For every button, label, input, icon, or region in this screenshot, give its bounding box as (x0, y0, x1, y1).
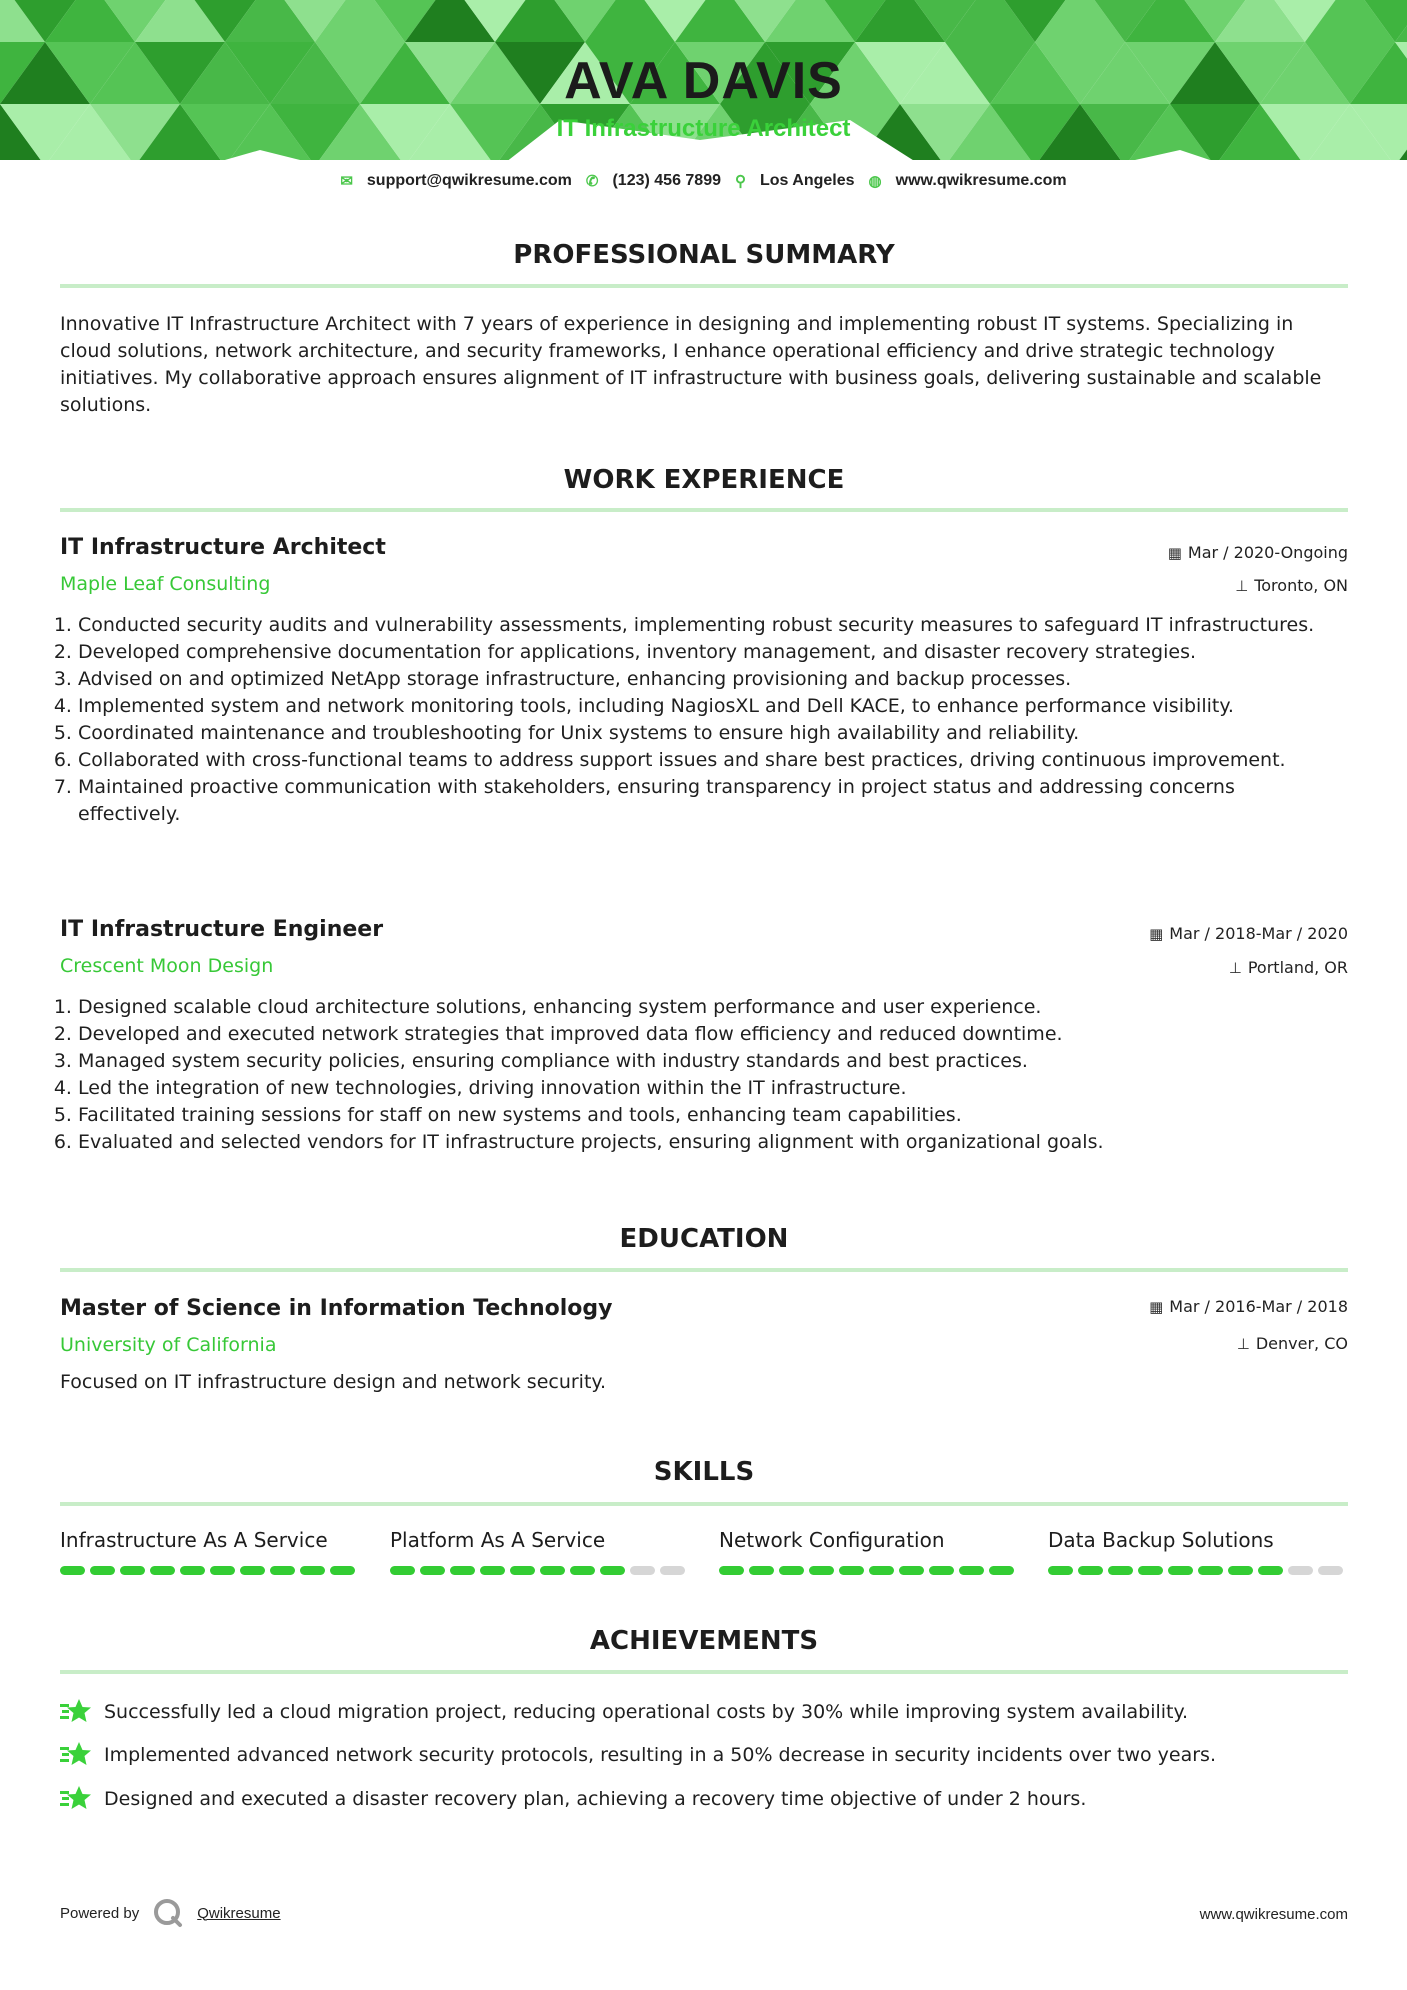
skill-level-segment (1048, 1566, 1073, 1575)
skill-level-segment (180, 1566, 205, 1575)
job-company: Crescent Moon Design (60, 955, 274, 977)
skill-level-bar (390, 1566, 690, 1575)
achievements-heading: ACHIEVEMENTS (589, 1626, 819, 1656)
contact-bar (0, 172, 1407, 190)
calendar-icon: ▦ (1167, 543, 1182, 562)
job-date (1149, 924, 1348, 943)
skill-level-bar (1048, 1566, 1348, 1575)
skill-level-segment (719, 1566, 744, 1575)
skill-level-bar (60, 1566, 360, 1575)
resume-header (0, 52, 1407, 143)
footer-website[interactable]: www.qwikresume.com (1199, 1906, 1348, 1923)
page-footer (60, 1898, 1348, 1932)
skill-level-segment (510, 1566, 535, 1575)
skills-divider (60, 1502, 1348, 1506)
star-icon (60, 1741, 92, 1769)
star-icon (60, 1698, 92, 1726)
experience-heading: WORK EXPERIENCE (563, 465, 845, 495)
skill-level-segment (600, 1566, 625, 1575)
calendar-icon: ▦ (1149, 924, 1164, 943)
skill-level-bar (719, 1566, 1019, 1575)
education-description: Focused on IT infrastructure design and network security. (60, 1371, 606, 1393)
skill-level-segment (869, 1566, 894, 1575)
job-title: IT Infrastructure Engineer (60, 917, 384, 942)
skill-level-segment (480, 1566, 505, 1575)
skill-level-segment (809, 1566, 834, 1575)
skill-name: Network Configuration (719, 1528, 945, 1552)
skill-level-segment (1258, 1566, 1283, 1575)
job-date (1168, 543, 1348, 562)
list-item: 3. Managed system security policies, ensuring compliance with industry standards and best practices. (78, 1048, 1338, 1075)
job-company: Maple Leaf Consulting (60, 573, 271, 595)
job-title: IT Infrastructure Architect (60, 535, 386, 560)
education-location-text: Denver, CO (1255, 1334, 1348, 1353)
skill-level-segment (959, 1566, 984, 1575)
skill-item (390, 1528, 690, 1575)
skill-level-segment (420, 1566, 445, 1575)
skill-level-segment (120, 1566, 145, 1575)
school-name: University of California (60, 1334, 277, 1356)
list-item: 6. Evaluated and selected vendors for IT infrastructure projects, ensuring alignment with organizational goals. (78, 1129, 1338, 1156)
list-item: 7. Maintained proactive communication with stakeholders, ensuring transparency in project status and addressing concerns effectively. (78, 774, 1338, 828)
skill-level-segment (60, 1566, 85, 1575)
skill-level-segment (450, 1566, 475, 1575)
list-item: 5. Facilitated training sessions for staff on new systems and tools, enhancing team capabilities. (78, 1102, 1338, 1129)
skill-name: Data Backup Solutions (1048, 1528, 1274, 1552)
phone-icon: ✆ (585, 173, 599, 190)
skill-level-segment (1138, 1566, 1163, 1575)
skill-level-segment (210, 1566, 235, 1575)
list-item: 3. Advised on and optimized NetApp storage infrastructure, enhancing provisioning and backup processes. (78, 666, 1338, 693)
skill-item (719, 1528, 1019, 1575)
achievement-item (60, 1698, 1188, 1726)
achievement-text: Designed and executed a disaster recovery plan, achieving a recovery time objective of under 2 hours. (104, 1788, 1087, 1810)
summary-text: Innovative IT Infrastructure Architect with 7 years of experience in designing and implementing robust IT systems. Specializing in cloud solutions, network architecture, and security frameworks, I enhance operational efficiency and drive strategic technology initiatives. My collaborative approach ensures alignment of IT infrastructure with business goals, delivering sustainable and scalable solutions. (60, 313, 1322, 416)
skill-level-segment (839, 1566, 864, 1575)
map-pin-icon: ⚲ (735, 173, 746, 190)
skill-item (60, 1528, 360, 1575)
skill-level-segment (1078, 1566, 1103, 1575)
skill-level-segment (240, 1566, 265, 1575)
skill-level-segment (270, 1566, 295, 1575)
qwikresume-logo-icon (153, 1898, 183, 1928)
education-date-text: Mar / 2016-Mar / 2018 (1169, 1297, 1348, 1316)
skill-name: Infrastructure As A Service (60, 1528, 328, 1552)
job-location-text: Portland, OR (1247, 958, 1348, 977)
skill-item (1048, 1528, 1348, 1575)
skills-heading: SKILLS (653, 1457, 755, 1487)
list-item: 5. Coordinated maintenance and troubleshooting for Unix systems to ensure high availability and reliability. (78, 720, 1338, 747)
skill-level-segment (660, 1566, 685, 1575)
list-item: 6. Collaborated with cross-functional teams to address support issues and share best practices, driving continuous improvement. (78, 747, 1338, 774)
skill-level-segment (540, 1566, 565, 1575)
skill-level-segment (300, 1566, 325, 1575)
summary-heading: PROFESSIONAL SUMMARY (513, 240, 895, 270)
achievement-text: Successfully led a cloud migration project, reducing operational costs by 30% while improving system availability. (104, 1701, 1189, 1723)
list-item: 1. Designed scalable cloud architecture solutions, enhancing system performance and user experience. (78, 994, 1338, 1021)
candidate-role: IT Infrastructure Architect (556, 115, 851, 142)
skill-level-segment (1168, 1566, 1193, 1575)
candidate-name: AVA DAVIS (564, 52, 843, 110)
skill-level-segment (749, 1566, 774, 1575)
education-heading: EDUCATION (619, 1224, 789, 1254)
list-item: 4. Led the integration of new technologies, driving innovation within the IT infrastructure. (78, 1075, 1338, 1102)
skill-level-segment (390, 1566, 415, 1575)
qwikresume-link[interactable]: Qwikresume (197, 1904, 281, 1922)
list-item: 2. Developed comprehensive documentation for applications, inventory management, and disaster recovery strategies. (78, 639, 1338, 666)
skill-level-segment (1288, 1566, 1313, 1575)
skill-level-segment (1108, 1566, 1133, 1575)
skill-level-segment (899, 1566, 924, 1575)
skill-level-segment (989, 1566, 1014, 1575)
calendar-icon: ▦ (1149, 1297, 1164, 1316)
job-location (1235, 576, 1348, 595)
skill-level-segment (330, 1566, 355, 1575)
envelope-icon: ✉ (340, 173, 353, 190)
achievement-item (60, 1785, 1086, 1813)
pushpin-icon: ⊥ (1228, 958, 1242, 977)
job-date-text: Mar / 2020-Ongoing (1187, 543, 1348, 562)
skill-level-segment (929, 1566, 954, 1575)
skill-level-segment (779, 1566, 804, 1575)
pushpin-icon: ⊥ (1235, 576, 1249, 595)
contact-location: Los Angeles (760, 172, 855, 189)
job-responsibilities (60, 612, 1338, 828)
job-date-text: Mar / 2018-Mar / 2020 (1169, 924, 1348, 943)
skill-level-segment (630, 1566, 655, 1575)
achievement-text: Implemented advanced network security protocols, resulting in a 50% decrease in security incidents over two years. (104, 1744, 1216, 1766)
skill-level-segment (570, 1566, 595, 1575)
list-item: 4. Implemented system and network monitoring tools, including NagiosXL and Dell KACE, to enhance performance visibility. (78, 693, 1338, 720)
skill-level-segment (150, 1566, 175, 1575)
education-date (1149, 1297, 1348, 1316)
skill-name: Platform As A Service (390, 1528, 606, 1552)
star-icon (60, 1785, 92, 1813)
skill-level-segment (1198, 1566, 1223, 1575)
contact-website[interactable]: www.qwikresume.com (895, 172, 1067, 189)
skill-level-segment (1228, 1566, 1253, 1575)
degree-title: Master of Science in Information Technology (60, 1296, 613, 1321)
experience-divider (60, 508, 1348, 512)
globe-icon: ◍ (868, 173, 882, 190)
education-divider (60, 1268, 1348, 1272)
skill-level-segment (1318, 1566, 1343, 1575)
achievement-item (60, 1741, 1216, 1769)
summary-divider (60, 284, 1348, 288)
list-item: 1. Conducted security audits and vulnerability assessments, implementing robust security measures to safeguard IT infrastructures. (78, 612, 1338, 639)
achievements-divider (60, 1670, 1348, 1674)
education-location (1237, 1334, 1348, 1353)
job-location-text: Toronto, ON (1254, 576, 1348, 595)
job-responsibilities (60, 994, 1338, 1156)
contact-phone[interactable]: (123) 456 7899 (612, 172, 721, 189)
skill-level-segment (90, 1566, 115, 1575)
contact-email[interactable]: support@qwikresume.com (366, 172, 572, 189)
powered-by-label: Powered by (60, 1904, 140, 1922)
job-location (1229, 958, 1348, 977)
list-item: 2. Developed and executed network strategies that improved data flow efficiency and reduced downtime. (78, 1021, 1338, 1048)
pushpin-icon: ⊥ (1236, 1334, 1250, 1353)
